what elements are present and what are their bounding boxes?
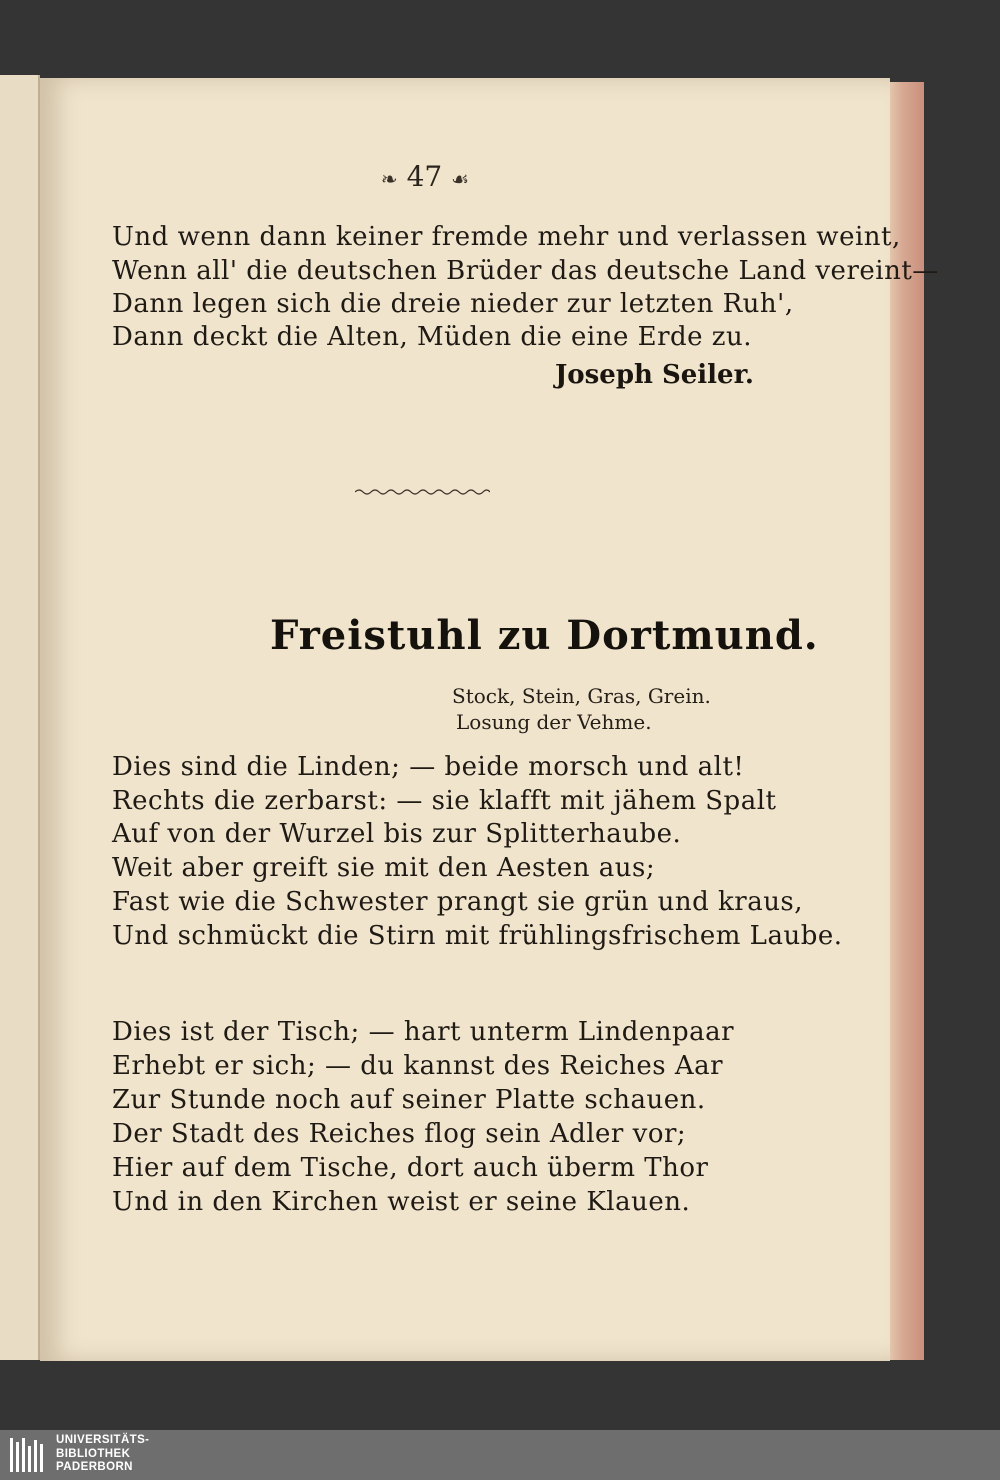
- library-name-line: UNIVERSITÄTS-: [56, 1434, 150, 1446]
- author-signature: Joseph Seiler.: [555, 360, 754, 390]
- verse-line: Und wenn dann keiner fremde mehr und verlassen weint,: [112, 222, 901, 252]
- facing-page-edge: [0, 75, 40, 1360]
- verse-line: Wenn all' die deutschen Brüder das deutsche Land vereint—: [112, 256, 939, 286]
- library-name-line: PADERBORN: [56, 1461, 133, 1473]
- verse-line: Zur Stunde noch auf seiner Platte schauen.: [112, 1085, 706, 1115]
- ornament-left-icon: ❧: [380, 167, 398, 191]
- verse-line: Dies ist der Tisch; — hart unterm Lindenpaar: [112, 1017, 735, 1047]
- page-number: 47: [406, 160, 443, 193]
- motto-attribution: Losung der Vehme.: [456, 710, 652, 734]
- verse-line: Der Stadt des Reiches flog sein Adler vor;: [112, 1119, 687, 1149]
- motto-line: Stock, Stein, Gras, Grein.: [452, 684, 711, 708]
- library-name: [56, 1434, 149, 1475]
- page-header: [360, 160, 490, 193]
- poem-title: Freistuhl zu Dortmund.: [270, 612, 819, 659]
- verse-line: Auf von der Wurzel bis zur Splitterhaube.: [112, 819, 682, 849]
- verse-line: Weit aber greift sie mit den Aesten aus;: [112, 853, 656, 883]
- verse-line: Rechts die zerbarst: — sie klafft mit jähem Spalt: [112, 786, 777, 816]
- library-name-line: BIBLIOTHEK: [56, 1447, 131, 1460]
- verse-line: Erhebt er sich; — du kannst des Reiches Aar: [112, 1051, 724, 1081]
- verse-line: Dann deckt die Alten, Müden die eine Erde zu.: [112, 322, 752, 352]
- verse-line: Dies sind die Linden; — beide morsch und alt!: [112, 752, 745, 782]
- divider-ornament: [355, 488, 490, 496]
- verse-line: Hier auf dem Tische, dort auch überm Thor: [112, 1153, 709, 1183]
- verse-line: Und schmückt die Stirn mit frühlingsfrischem Laube.: [112, 921, 843, 951]
- library-logo-icon: [8, 1434, 48, 1476]
- verse-line: Dann legen sich die dreie nieder zur letzten Ruh',: [112, 289, 794, 319]
- library-footer-bar: [0, 1430, 1000, 1480]
- ornament-right-icon: ☙: [451, 167, 470, 191]
- verse-line: Und in den Kirchen weist er seine Klauen.: [112, 1187, 691, 1217]
- verse-line: Fast wie die Schwester prangt sie grün und kraus,: [112, 887, 804, 917]
